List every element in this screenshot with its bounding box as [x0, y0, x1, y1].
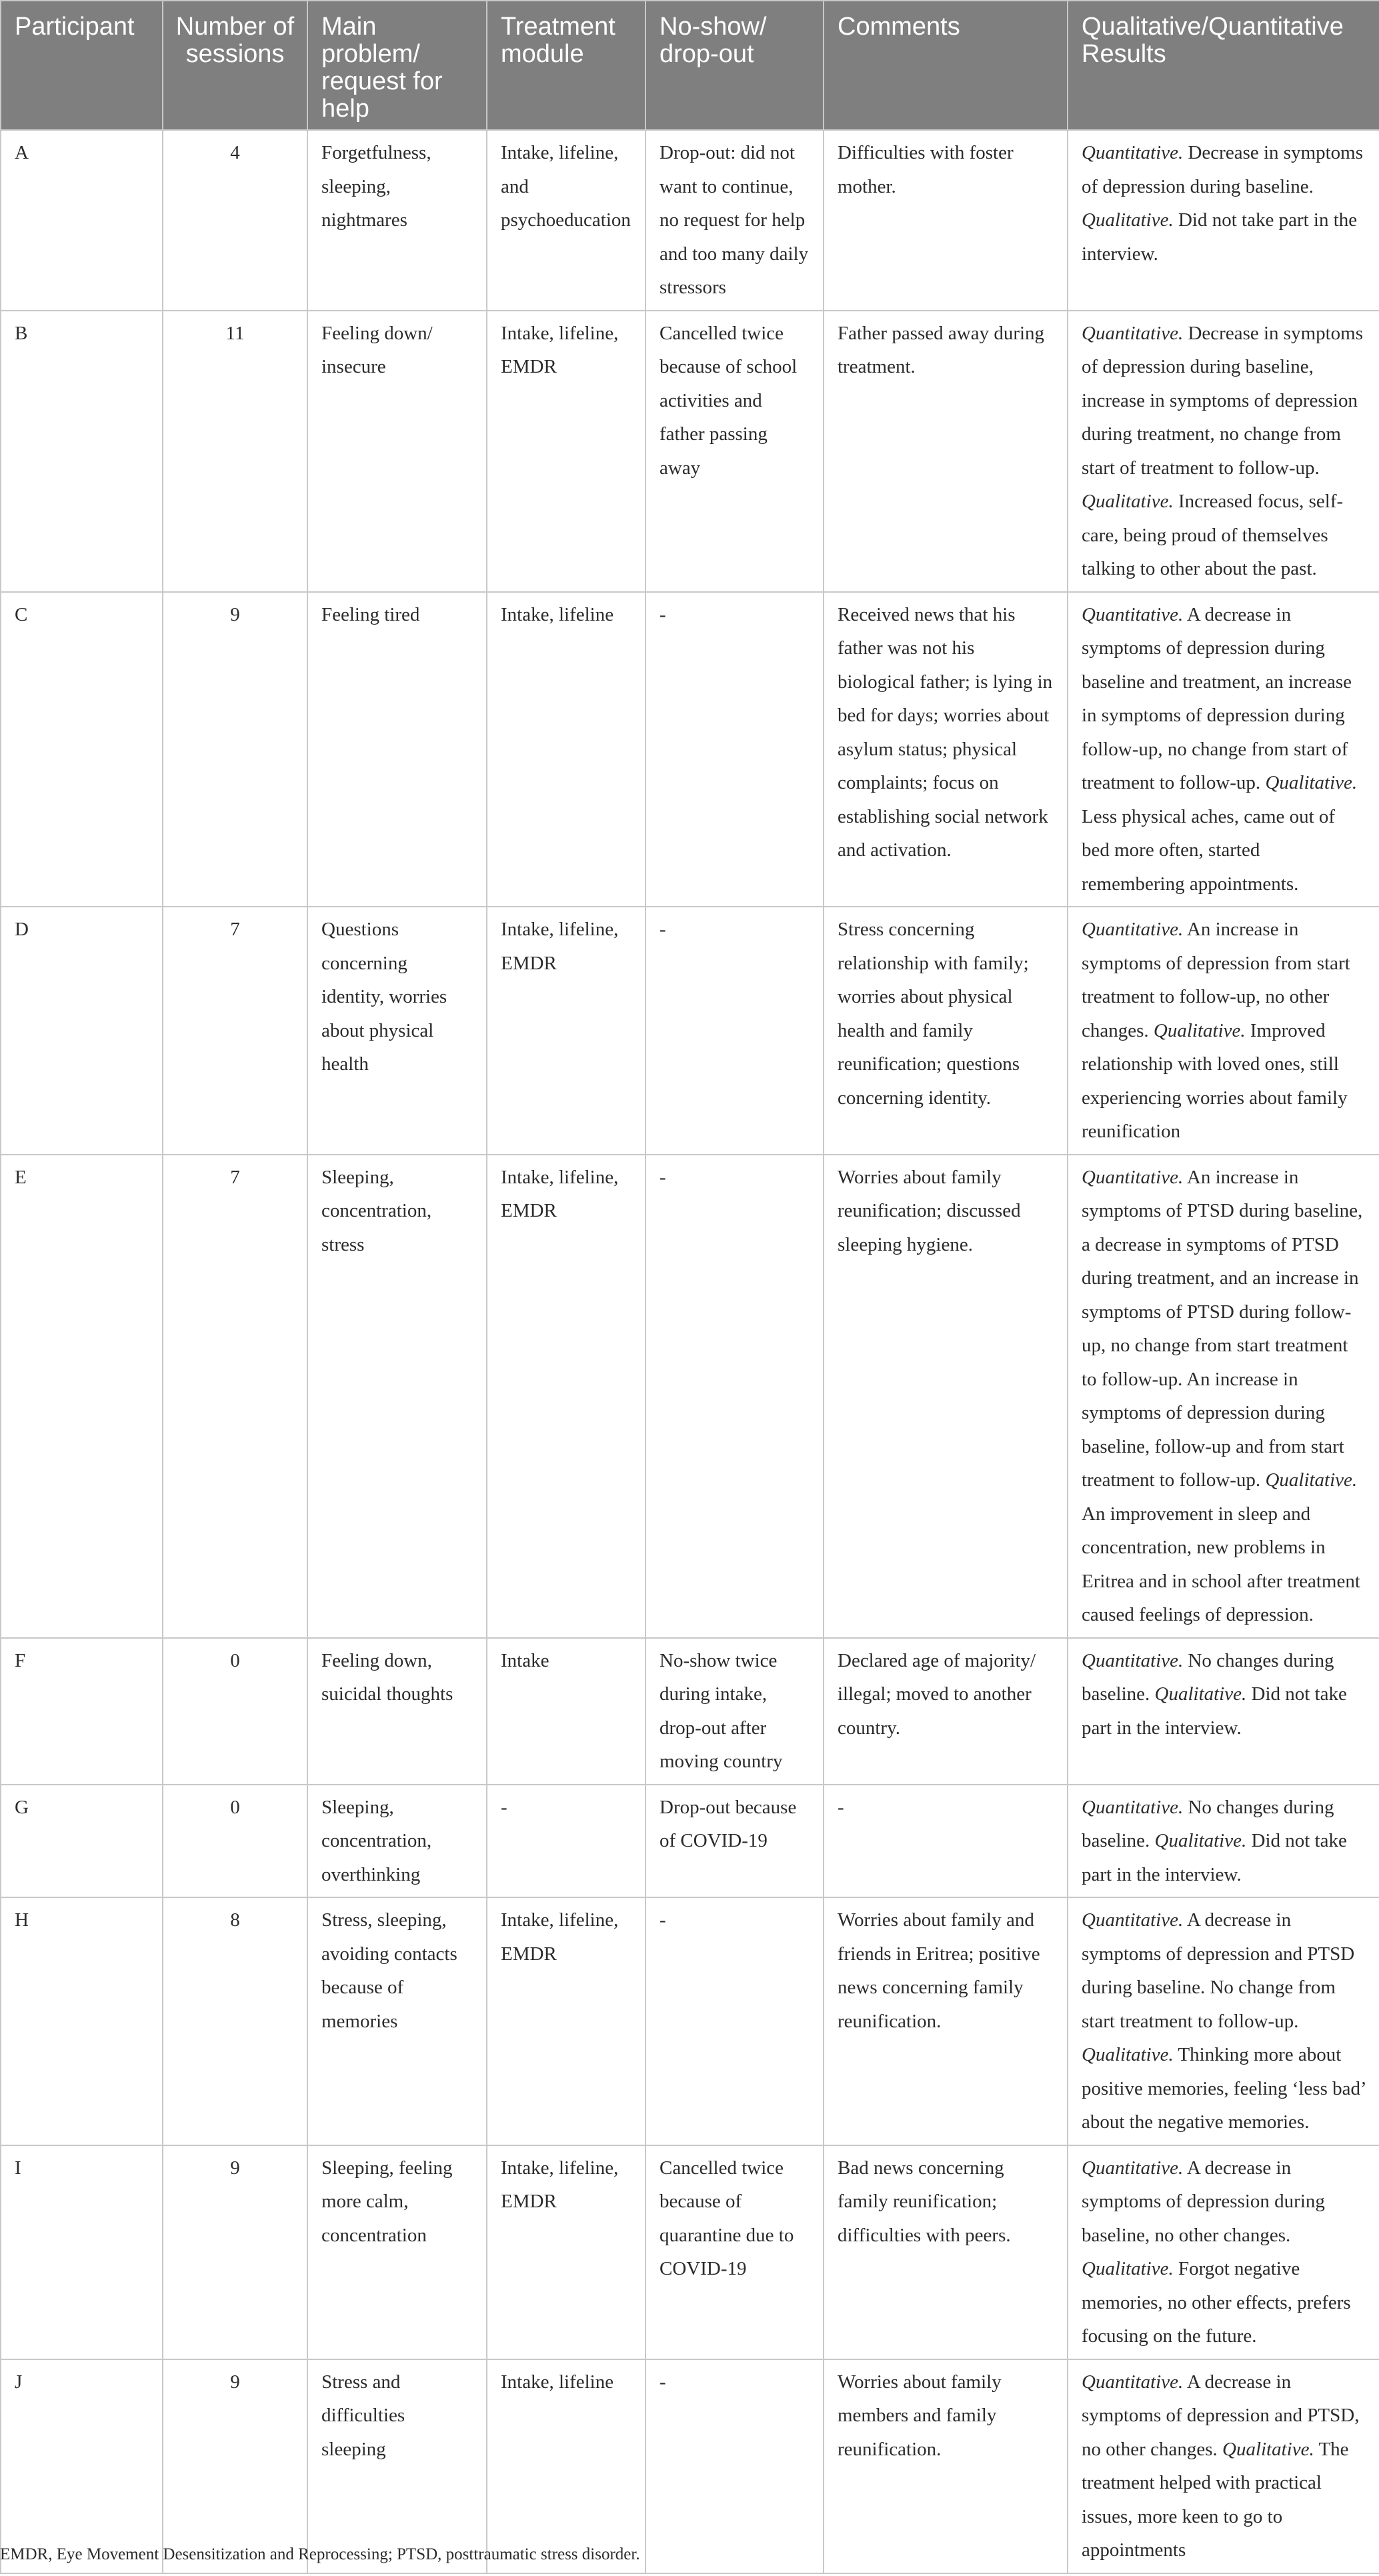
- module-cell: Intake, lifeline: [487, 2359, 645, 2573]
- header-participant: Participant: [1, 1, 163, 130]
- quantitative-text: No changes during baseline.: [1082, 1796, 1334, 1851]
- problem-cell: Feeling tired: [307, 592, 487, 907]
- header-noshow: No-show/ drop-out: [645, 1, 824, 130]
- problem-cell: Forgetfulness, sleeping, nightmares: [307, 130, 487, 311]
- quantitative-text: An increase in symptoms of PTSD during baseline, a decrease in symptoms of PTSD during treatment, and an increase in symptoms of PTSD during follow-up, no change from start treatment to follow-up. An increase in symptoms of depression during baseline, follow-up and from start treatment to follow-up.: [1082, 1166, 1363, 1491]
- table-footnote: EMDR, Eye Movement Desensitization and Reprocessing; PTSD, posttraumatic stress disorder.: [0, 2545, 640, 2563]
- module-cell: Intake, lifeline, EMDR: [487, 1155, 645, 1638]
- problem-cell: Questions concerning identity, worries about physical health: [307, 907, 487, 1155]
- module-cell: Intake, lifeline, and psychoeducation: [487, 130, 645, 311]
- module-cell: Intake: [487, 1638, 645, 1785]
- quantitative-label: Quantitative.: [1082, 1649, 1184, 1671]
- results-cell: [1068, 1897, 1379, 2145]
- sessions-cell: 7: [163, 907, 307, 1155]
- header-row: [1, 1, 1379, 130]
- comments-cell: Received news that his father was not his biological father; is lying in bed for days; worries about asylum status; physical complaints; focus on establishing social network and activation.: [824, 592, 1068, 907]
- quantitative-label: Quantitative.: [1082, 1909, 1184, 1931]
- module-cell: -: [487, 1785, 645, 1898]
- table-row: [1, 1897, 1379, 2145]
- quantitative-label: Quantitative.: [1082, 2157, 1184, 2179]
- table-row: [1, 907, 1379, 1155]
- quantitative-text: A decrease in symptoms of depression during baseline and treatment, an increase in symptoms of depression during follow-up, no change from start of treatment to follow-up.: [1082, 603, 1352, 793]
- qualitative-label: Qualitative.: [1082, 2258, 1174, 2279]
- module-cell: Intake, lifeline: [487, 592, 645, 907]
- quantitative-label: Quantitative.: [1082, 322, 1184, 344]
- participant-cell: C: [1, 592, 163, 907]
- qualitative-text: Forgot negative memories, no other effects, prefers focusing on the future.: [1082, 2258, 1351, 2347]
- header-results: Qualitative/Quantitative Results: [1068, 1, 1379, 130]
- quantitative-label: Quantitative.: [1082, 919, 1184, 940]
- qualitative-text: Less physical aches, came out of bed more often, started remembering appointments.: [1082, 805, 1336, 895]
- results-cell: [1068, 311, 1379, 592]
- qualitative-label: Qualitative.: [1265, 772, 1358, 793]
- quantitative-label: Quantitative.: [1082, 603, 1184, 625]
- participant-cell: J: [1, 2359, 163, 2573]
- module-cell: Intake, lifeline, EMDR: [487, 1897, 645, 2145]
- comments-cell: Difficulties with foster mother.: [824, 130, 1068, 311]
- results-cell: [1068, 2145, 1379, 2359]
- results-cell: [1068, 2359, 1379, 2573]
- noshow-cell: -: [645, 2359, 824, 2573]
- noshow-cell: Drop-out because of COVID-19: [645, 1785, 824, 1898]
- problem-cell: Feeling down, suicidal thoughts: [307, 1638, 487, 1785]
- sessions-cell: 4: [163, 130, 307, 311]
- header-problem: Main problem/ request for help: [307, 1, 487, 130]
- header-comments: Comments: [824, 1, 1068, 130]
- sessions-cell: 9: [163, 592, 307, 907]
- header-sessions: Number of sessions: [163, 1, 307, 130]
- quantitative-text: Decrease in symptoms of depression during baseline, increase in symptoms of depression during treatment, no change from start of treatment to follow-up.: [1082, 322, 1364, 479]
- sessions-cell: 0: [163, 1638, 307, 1785]
- module-cell: Intake, lifeline, EMDR: [487, 311, 645, 592]
- table-row: [1, 1155, 1379, 1638]
- noshow-cell: -: [645, 907, 824, 1155]
- quantitative-text: An increase in symptoms of depression from start treatment to follow-up, no other changes.: [1082, 919, 1350, 1041]
- quantitative-label: Quantitative.: [1082, 1796, 1184, 1818]
- noshow-cell: -: [645, 1897, 824, 2145]
- noshow-cell: -: [645, 1155, 824, 1638]
- quantitative-label: Quantitative.: [1082, 1166, 1184, 1188]
- table-body: [1, 130, 1379, 2573]
- qualitative-text: Did not take part in the interview.: [1082, 1683, 1347, 1739]
- comments-cell: Stress concerning relationship with family; worries about physical health and family reunification; questions concerning identity.: [824, 907, 1068, 1155]
- results-cell: [1068, 592, 1379, 907]
- noshow-cell: No-show twice during intake, drop-out after moving country: [645, 1638, 824, 1785]
- module-cell: Intake, lifeline, EMDR: [487, 2145, 645, 2359]
- noshow-cell: Cancelled twice because of quarantine due to COVID-19: [645, 2145, 824, 2359]
- participant-cell: I: [1, 2145, 163, 2359]
- qualitative-text: The treatment helped with practical issues, more keen to go to appointments: [1082, 2438, 1349, 2561]
- qualitative-text: Improved relationship with loved ones, still experiencing worries about family reunification: [1082, 1019, 1348, 1142]
- noshow-cell: -: [645, 592, 824, 907]
- participant-cell: B: [1, 311, 163, 592]
- quantitative-text: A decrease in symptoms of depression and PTSD during baseline. No change from start treatment to follow-up.: [1082, 1909, 1355, 2032]
- qualitative-text: Thinking more about positive memories, feeling ‘less bad’ about the negative memories.: [1082, 2044, 1366, 2133]
- table-row: [1, 592, 1379, 907]
- comments-cell: Bad news concerning family reunification; difficulties with peers.: [824, 2145, 1068, 2359]
- qualitative-label: Qualitative.: [1082, 491, 1174, 512]
- table-row: [1, 2359, 1379, 2573]
- comments-cell: Father passed away during treatment.: [824, 311, 1068, 592]
- qualitative-text: Did not take part in the interview.: [1082, 209, 1358, 265]
- table-row: [1, 130, 1379, 311]
- quantitative-text: A decrease in symptoms of depression and PTSD, no other changes.: [1082, 2371, 1360, 2460]
- quantitative-text: Decrease in symptoms of depression during baseline.: [1082, 142, 1364, 197]
- qualitative-text: Increased focus, self-care, being proud of themselves talking to other about the past.: [1082, 491, 1344, 579]
- participant-cell: A: [1, 130, 163, 311]
- qualitative-label: Qualitative.: [1265, 1469, 1358, 1491]
- participant-cell: G: [1, 1785, 163, 1898]
- problem-cell: Sleeping, feeling more calm, concentration: [307, 2145, 487, 2359]
- quantitative-label: Quantitative.: [1082, 2371, 1184, 2393]
- sessions-cell: 9: [163, 2145, 307, 2359]
- problem-cell: Stress and difficulties sleeping: [307, 2359, 487, 2573]
- results-cell: [1068, 907, 1379, 1155]
- sessions-cell: 0: [163, 1785, 307, 1898]
- qualitative-label: Qualitative.: [1154, 1830, 1247, 1851]
- table-row: [1, 1785, 1379, 1898]
- problem-cell: Stress, sleeping, avoiding contacts because of memories: [307, 1897, 487, 2145]
- participant-cell: H: [1, 1897, 163, 2145]
- participant-cell: D: [1, 907, 163, 1155]
- qualitative-text: An improvement in sleep and concentration, new problems in Eritrea and in school after treatment caused feelings of depression.: [1082, 1503, 1360, 1625]
- noshow-cell: Drop-out: did not want to continue, no request for help and too many daily stressors: [645, 130, 824, 311]
- results-cell: [1068, 1155, 1379, 1638]
- participant-cell: F: [1, 1638, 163, 1785]
- comments-cell: -: [824, 1785, 1068, 1898]
- qualitative-label: Qualitative.: [1154, 1683, 1247, 1705]
- qualitative-label: Qualitative.: [1222, 2438, 1314, 2460]
- quantitative-text: A decrease in symptoms of depression during baseline, no other changes.: [1082, 2157, 1325, 2246]
- table-header: [1, 1, 1379, 130]
- problem-cell: Sleeping, concentration, overthinking: [307, 1785, 487, 1898]
- qualitative-label: Qualitative.: [1082, 2044, 1174, 2065]
- sessions-cell: 8: [163, 1897, 307, 2145]
- comments-cell: Worries about family members and family reunification.: [824, 2359, 1068, 2573]
- participant-cell: E: [1, 1155, 163, 1638]
- quantitative-text: No changes during baseline.: [1082, 1649, 1334, 1705]
- table-row: [1, 1638, 1379, 1785]
- results-cell: [1068, 1785, 1379, 1898]
- qualitative-text: Did not take part in the interview.: [1082, 1830, 1347, 1885]
- comments-cell: Declared age of majority/ illegal; moved to another country.: [824, 1638, 1068, 1785]
- table-row: [1, 2145, 1379, 2359]
- problem-cell: Sleeping, concentration, stress: [307, 1155, 487, 1638]
- sessions-cell: 11: [163, 311, 307, 592]
- quantitative-label: Quantitative.: [1082, 142, 1184, 163]
- qualitative-label: Qualitative.: [1082, 209, 1174, 231]
- comments-cell: Worries about family reunification; discussed sleeping hygiene.: [824, 1155, 1068, 1638]
- results-cell: [1068, 130, 1379, 311]
- problem-cell: Feeling down/ insecure: [307, 311, 487, 592]
- sessions-cell: 9: [163, 2359, 307, 2573]
- comments-cell: Worries about family and friends in Eritrea; positive news concerning family reunification.: [824, 1897, 1068, 2145]
- qualitative-label: Qualitative.: [1153, 1019, 1246, 1041]
- table-row: [1, 311, 1379, 592]
- module-cell: Intake, lifeline, EMDR: [487, 907, 645, 1155]
- results-cell: [1068, 1638, 1379, 1785]
- header-module: Treatment module: [487, 1, 645, 130]
- noshow-cell: Cancelled twice because of school activities and father passing away: [645, 311, 824, 592]
- sessions-cell: 7: [163, 1155, 307, 1638]
